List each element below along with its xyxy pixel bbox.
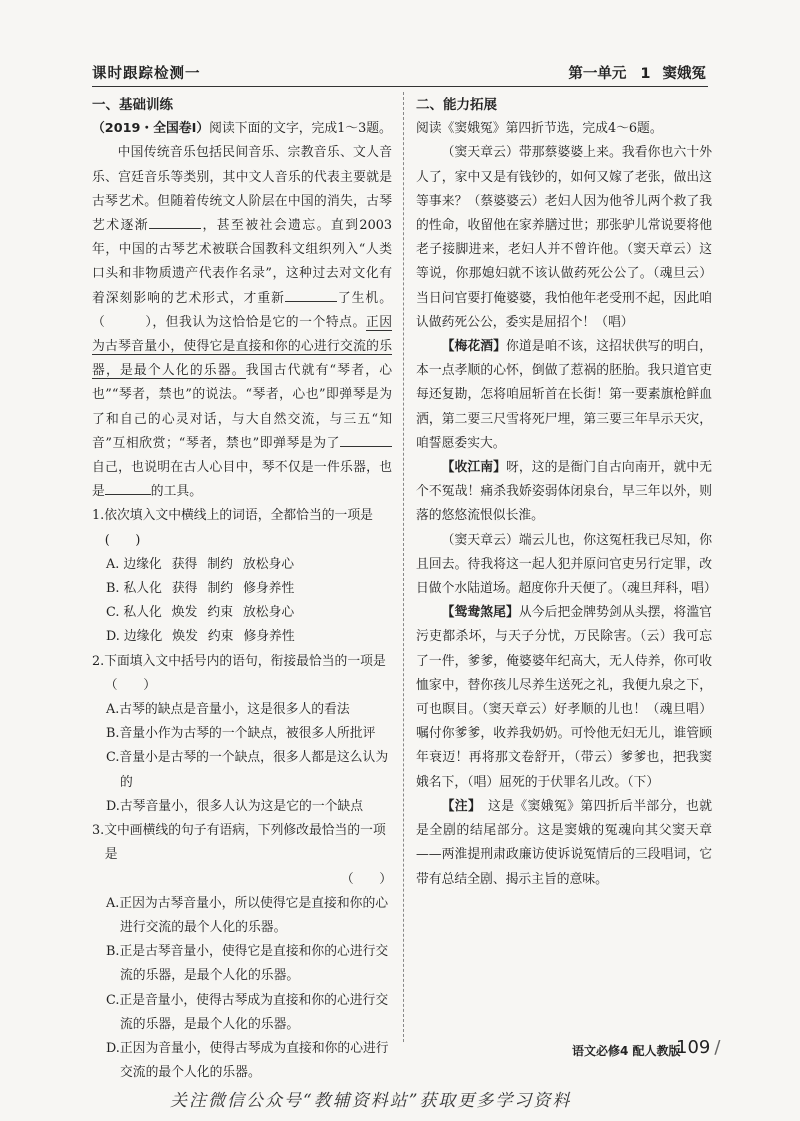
option-word: 制约 <box>207 556 233 572</box>
running-header-right <box>562 62 706 83</box>
underlined-sentence: 正因为古琴音量小，使得它是直接和你的心进行交流的乐器，是最个人化的乐器。 <box>92 314 393 379</box>
script-para-4: （窦天章云）端云儿也，你这冤枉我已尽知，你且回去。待我将这一起人犯并原问官吏另行定罪，改日做个水陆道场。超度你升天便了。（魂旦拜科，唱） <box>416 532 717 597</box>
option-word: 约束 <box>207 605 233 621</box>
option-word: 制约 <box>207 581 234 597</box>
unit-label: 第一单元 <box>568 66 627 82</box>
q2-option: A.古琴的缺点是音量小，这是很多人的看法 <box>106 702 350 718</box>
passage-part2: ，甚至被社会遗忘。直到2003年，中国的古琴艺术被联合国教科文组织列入“人类口头和非物质遗产代表作名录”，这种过去对文化有着深刻影响的艺术形式，才重新 <box>92 218 392 306</box>
script-para-5 <box>416 601 712 795</box>
lesson-title: 窦娥冤 <box>662 66 706 82</box>
option-word: 焕发 <box>171 605 198 621</box>
option-word: 获得 <box>171 581 198 597</box>
q2-option: D.古琴音量小，很多人认为这是它的一个缺点 <box>106 798 364 814</box>
fill-blank-2 <box>285 289 337 302</box>
section-title-extension: 二、能力拓展 <box>416 97 497 113</box>
q3-option: D.正因为音量小，使得古琴成为直接和你的心进行交流的最个人化的乐器。 <box>106 1040 389 1081</box>
header-rule <box>92 86 708 87</box>
option-letter: D. <box>106 629 120 645</box>
passage-part5: 自己，也说明在古人心目中，琴不仅是一件乐器，也是 <box>92 460 392 500</box>
intro-text: 阅读下面的文字，完成1～3题。 <box>209 121 392 137</box>
passage-part6: 的工具。 <box>150 484 202 500</box>
q1-option <box>92 625 392 649</box>
question-3-options <box>92 892 392 1086</box>
option-word: 边缘化 <box>123 629 163 645</box>
aria-tag-meihuajiu: 【梅花酒】 <box>441 339 506 355</box>
question-3 <box>92 819 392 887</box>
q3-option: B.正是古琴音量小，使得它是直接和你的心进行交流的乐器，是最个人化的乐器。 <box>106 944 389 984</box>
question-1: 1.依次填入文中横线上的词语，全都恰当的一项是( ) <box>92 508 373 548</box>
book-label: 语文必修4 配人教版 <box>572 1044 681 1058</box>
passage-text <box>92 141 392 504</box>
script-para-1: （窦天章云）带那蔡婆婆上来。我看你也六十外人了，家中又是有钱钞的，如何又嫁了老张，做出这等事来？（蔡婆婆云）老妇人因为他爷儿两个救了我的性命，收留他在家养膳过世；那张驴儿常说要将他老子接脚进来，老妇人并不曾许他。（窦天章云）这等说，你那媳妇就不该认做药死公公了。（魂旦云）当日问官要打俺婆婆，我怕他年老受刑不起，因此咱认做药死公公，委实是屈招个！（唱） <box>416 145 712 330</box>
page-number: 109 / <box>676 1037 720 1058</box>
running-header-left: 课时跟踪检测一 <box>92 66 201 82</box>
script-para-3 <box>416 456 712 529</box>
note-para <box>416 795 712 892</box>
option-letter: B. <box>106 581 120 597</box>
aria-text-2: 呀，这的是衙门自古向南开，就中无个不冤哉！痛杀我娇姿弱体闭泉台，早三年以外，则落的悠悠流恨似长淮。 <box>416 460 713 524</box>
left-column <box>92 92 392 1085</box>
right-column <box>416 92 717 892</box>
q2-option: B.音量小作为古琴的一个缺点，被很多人所批评 <box>106 726 376 742</box>
question-3-text: 3.文中画横线的句子有语病，下列修改最恰当的一项是 <box>92 823 386 863</box>
option-word: 私人化 <box>123 605 162 621</box>
question-2-options <box>92 698 392 819</box>
option-word: 修身养性 <box>243 581 295 597</box>
passage-part3: 了生机。（ ），但我认为这恰恰是它的一个特点。 <box>92 290 393 330</box>
script-para-2 <box>416 335 712 456</box>
note-text: 这是《窦娥冤》第四折后半部分，也就是全剧的结尾部分。这是窦娥的冤魂向其父窦天章——两淮提刑肃政廉访使诉说冤情后的三段唱词，它带有总结全剧、揭示主旨的意味。 <box>416 798 712 887</box>
section-title-basic: 一、基础训练 <box>92 97 173 113</box>
option-word: 焕发 <box>172 629 198 645</box>
fill-blank-4 <box>105 482 151 495</box>
q2-option: C.音量小是古琴的一个缺点，很多人都是这么认为的 <box>106 750 389 790</box>
q3-option: A.正因为古琴音量小，所以使得它是直接和你的心进行交流的最个人化的乐器。 <box>106 895 389 935</box>
q1-option <box>92 577 392 601</box>
option-word: 边缘化 <box>123 556 162 572</box>
passage-part4: 我国古代就有“琴者，心也”“琴者，禁也”的说法。“琴者，心也”即弹琴是为了和自己的心灵对话，与大自然交流，与三五“知音”互相欣赏；“琴者，禁也”即弹琴是为了 <box>92 363 393 451</box>
question-2: 2.下面填入文中括号内的语句，衔接最恰当的一项是（ ） <box>92 653 386 693</box>
fill-blank-3 <box>340 434 392 447</box>
reading-intro: 阅读《窦娥冤》第四折节选，完成4～6题。 <box>416 121 663 137</box>
q3-option: C.正是音量小，使得古琴成为直接和你的心进行交流的乐器，是最个人化的乐器。 <box>106 992 389 1032</box>
lesson-number: 1 <box>640 66 651 82</box>
option-word: 修身养性 <box>243 629 295 645</box>
passage-part1: 中国传统音乐包括民间音乐、宗教音乐、文人音乐、宫廷音乐等类别，其中文人音乐的代表主要就是古琴艺术。但随着传统文人阶层在中国的消失，古琴艺术逐渐 <box>92 145 392 234</box>
q1-option <box>92 553 392 577</box>
option-letter: C. <box>106 605 120 621</box>
handwritten-note: 关注微信公众号“教辅资料站”获取更多学习资料 <box>170 1091 572 1111</box>
note-tag: 【注】 <box>441 798 475 814</box>
option-letter: A. <box>106 556 120 572</box>
option-word: 放松身心 <box>242 605 295 621</box>
option-word: 私人化 <box>123 581 162 597</box>
fill-blank-1 <box>149 216 201 229</box>
question-1-options <box>92 553 392 650</box>
aria-tag-yuanyangshawei: 【鸳鸯煞尾】 <box>441 605 519 621</box>
answer-paren: （ ） <box>340 871 392 887</box>
source-label: （2019・全国卷Ⅰ） <box>92 121 210 137</box>
aria-text-1: 你道是咱不该，这招状供写的明白，本一点孝顺的心怀，倒做了惹祸的胚胎。我只道官吏每还复勘，怎将咱屈斩首在长街！第一要素旗枪鲜血洒，第二要三尺雪将死尸埋，第三要三年旱示天灾，咱誓愿委实大。 <box>416 339 713 451</box>
column-divider <box>403 92 404 1042</box>
passage-intro <box>92 117 392 141</box>
option-word: 放松身心 <box>242 556 295 572</box>
option-word: 约束 <box>207 629 234 645</box>
aria-tag-shoujiangnan: 【收江南】 <box>441 460 506 476</box>
option-word: 获得 <box>171 556 198 572</box>
q1-option <box>92 601 392 625</box>
aria-text-3: 从今后把金牌势剑从头摆，将滥官污吏都杀坏，与天子分忧，万民除害。（云）我可忘了一件，爹爹，俺婆婆年纪高大，无人侍养，你可收恤家中，替你孩儿尽养生送死之礼，我便九泉之下，可也瞑目。（窦天章云）好孝顺的儿也！（魂旦唱）嘱付你爹爹，收养我奶奶。可怜他无妇无儿，谁管顾年衰迈！再将那文卷舒开，（带云）爹爹也，把我窦娥名下，（唱）屈死的于伏罪名儿改。（下） <box>416 605 713 790</box>
